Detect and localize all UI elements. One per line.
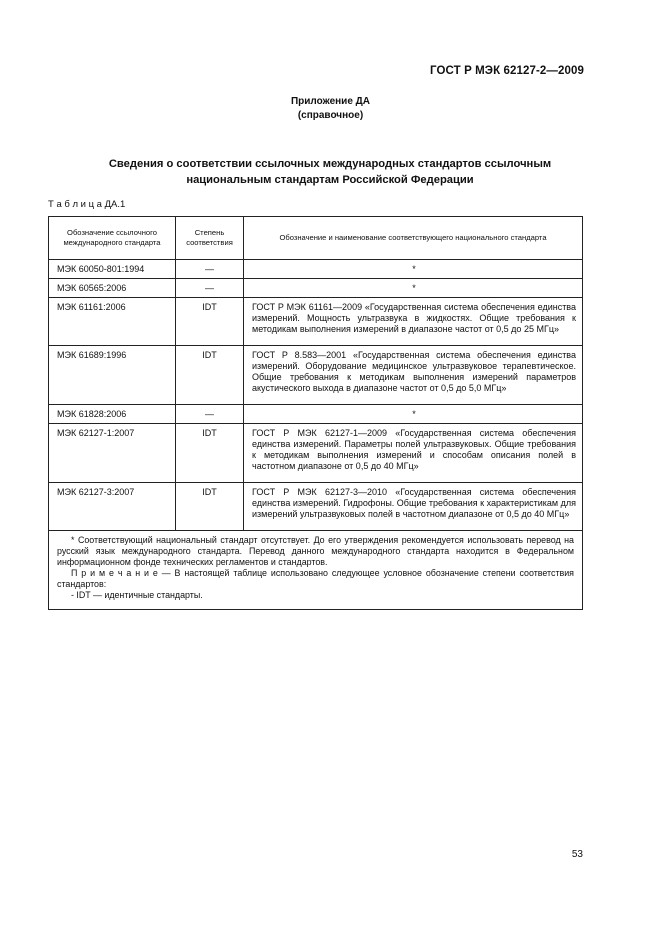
cell-national: * (244, 260, 583, 279)
annex-heading (0, 95, 661, 123)
cell-degree: — (176, 279, 244, 298)
cell-code: МЭК 61161:2006 (49, 298, 176, 346)
header-national-standard: Обозначение и наименование соответствующего национального стандарта (244, 217, 583, 260)
table-notes-row (49, 531, 583, 610)
section-title-line2: национальным стандартам Российской Федерации (186, 174, 474, 186)
table-row (49, 424, 583, 483)
cell-degree: IDT (176, 424, 244, 483)
cell-national: ГОСТ Р МЭК 62127-3—2010 «Государственная система обеспечения единства измерений. Гидрофоны. Общие требования к характеристикам для измерений ультразвуковых полей в частотном диапазоне от 0,5 до 40 МГц» (244, 483, 583, 531)
table-row (49, 346, 583, 405)
cell-degree: IDT (176, 298, 244, 346)
cell-national: * (244, 405, 583, 424)
cell-national: ГОСТ Р 8.583—2001 «Государственная система обеспечения единства измерений. Оборудование медицинское ультразвуковое терапевтическое. Общие требования к методикам выполнения измерений параметров акустического выхода в диапазоне частот от 0,5 до 5,0 МГц» (244, 346, 583, 405)
cell-degree: — (176, 260, 244, 279)
section-title (60, 156, 600, 188)
document-code: ГОСТ Р МЭК 62127-2—2009 (430, 65, 584, 77)
cell-code: МЭК 61689:1996 (49, 346, 176, 405)
cell-degree: IDT (176, 346, 244, 405)
table-row (49, 260, 583, 279)
cell-national: * (244, 279, 583, 298)
table-header-row (49, 217, 583, 260)
section-title-line1: Сведения о соответствии ссылочных международных стандартов ссылочным (108, 158, 552, 170)
annex-subtitle: (справочное) (297, 110, 364, 121)
cell-degree: — (176, 405, 244, 424)
note-text: — В настоящей таблице использовано следующее условное обозначение степени соответствия стандартов: (57, 568, 574, 589)
note-item: - IDT — идентичные стандарты. (71, 590, 203, 600)
correspondence-table (48, 216, 583, 610)
header-international-standard (49, 217, 176, 260)
annex-title: Приложение ДА (290, 96, 371, 107)
table-row (49, 298, 583, 346)
cell-code: МЭК 60565:2006 (49, 279, 176, 298)
note-label: П р и м е ч а н и е (71, 568, 158, 578)
footnote: * Соответствующий национальный стандарт отсутствует. До его утверждения рекомендуется использовать перевод на русский язык международного стандарта. Перевод данного международного стандарта находится в Федеральном информационном фонде технических регламентов и стандартов. (57, 535, 574, 567)
cell-national: ГОСТ Р МЭК 62127-1—2009 «Государственная система обеспечения единства измерений. Параметры полей ультразвуковых. Общие требования к методикам выполнения измерений и способам описания полей в частотном диапазоне от 0,5 до 40 МГц» (244, 424, 583, 483)
note (57, 568, 574, 590)
page-number: 53 (571, 849, 583, 860)
cell-code: МЭК 61828:2006 (49, 405, 176, 424)
cell-code: МЭК 62127-1:2007 (49, 424, 176, 483)
cell-degree: IDT (176, 483, 244, 531)
table-row (49, 483, 583, 531)
cell-code: МЭК 60050-801:1994 (49, 260, 176, 279)
table-label: Т а б л и ц а ДА.1 (48, 199, 126, 210)
header-col1-line2: международного стандарта (63, 238, 161, 247)
header-col2-line2: соответствия (186, 238, 233, 247)
header-degree (176, 217, 244, 260)
header-col2-line1: Степень (194, 227, 225, 237)
table-notes (49, 531, 583, 610)
cell-national: ГОСТ Р МЭК 61161—2009 «Государственная система обеспечения единства измерений. Мощность ультразвука в жидкостях. Общие требования к методикам выполнения измерений в диапазоне частот от 0,5 до 25 МГц» (244, 298, 583, 346)
table-row (49, 279, 583, 298)
cell-code: МЭК 62127-3:2007 (49, 483, 176, 531)
table-row (49, 405, 583, 424)
header-col1-line1: Обозначение ссылочного (67, 227, 157, 237)
